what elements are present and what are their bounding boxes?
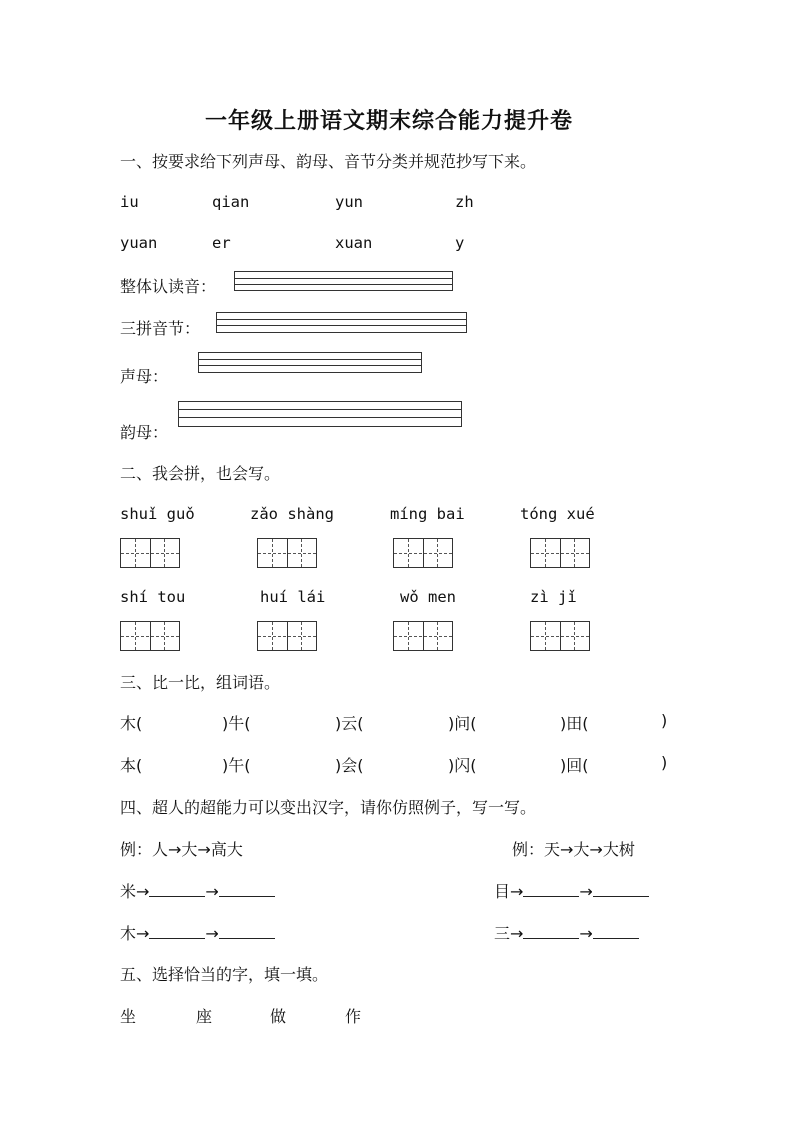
- arrow: →: [579, 924, 593, 943]
- tianzige-box[interactable]: [257, 538, 317, 568]
- transform-row: [494, 879, 649, 902]
- start-char: 木: [120, 924, 137, 943]
- section-5-heading: 五、选择恰当的字，填一填。: [120, 965, 329, 984]
- start-char: 三: [494, 924, 511, 943]
- arrow: →: [510, 882, 524, 901]
- tianzige-box[interactable]: [530, 621, 590, 651]
- label-yunmu: 韵母：: [120, 423, 169, 442]
- pinyin-word: huí lái: [260, 588, 326, 606]
- start-char: 米: [120, 882, 137, 901]
- answer-blank[interactable]: [149, 922, 205, 939]
- choice-char: 坐: [120, 1007, 137, 1026]
- writing-lines-zhengti[interactable]: [234, 271, 453, 291]
- writing-lines-sanpin[interactable]: [216, 312, 467, 333]
- tianzige-box[interactable]: [530, 538, 590, 568]
- tianzige-box[interactable]: [120, 621, 180, 651]
- choice-char: 做: [270, 1007, 287, 1026]
- arrow: →: [579, 882, 593, 901]
- tianzige-box[interactable]: [257, 621, 317, 651]
- pinyin-word: wǒ men: [400, 588, 456, 606]
- syllable-item: y: [455, 234, 465, 252]
- syllable-item: zh: [455, 193, 474, 211]
- label-sanpin: 三拼音节：: [120, 319, 201, 338]
- answer-blank[interactable]: [593, 880, 649, 897]
- tianzige-box[interactable]: [120, 538, 180, 568]
- choice-char: 座: [196, 1007, 213, 1026]
- answer-blank[interactable]: [219, 880, 275, 897]
- example-left: 例：人→大→高大: [120, 840, 243, 859]
- arrow: →: [136, 924, 150, 943]
- compare-char: ): [661, 711, 668, 730]
- compare-char: )云(: [335, 714, 364, 733]
- section-1-heading: 一、按要求给下列声母、韵母、音节分类并规范抄写下来。: [120, 152, 537, 171]
- tianzige-box[interactable]: [393, 538, 453, 568]
- choice-char: 作: [345, 1007, 362, 1026]
- writing-lines-yunmu[interactable]: [178, 401, 462, 427]
- arrow: →: [510, 924, 524, 943]
- pinyin-word: shuǐ guǒ: [120, 505, 195, 523]
- tianzige-box[interactable]: [393, 621, 453, 651]
- compare-char: )午(: [222, 756, 251, 775]
- answer-blank[interactable]: [219, 922, 275, 939]
- transform-row: [494, 921, 639, 944]
- transform-row: [120, 921, 275, 944]
- arrow: →: [205, 882, 219, 901]
- pinyin-word: zǎo shàng: [250, 505, 334, 523]
- compare-char: )闪(: [448, 756, 477, 775]
- section-3-heading: 三、比一比，组词语。: [120, 673, 281, 692]
- pinyin-word: míng bai: [390, 505, 465, 523]
- start-char: 目: [494, 882, 511, 901]
- syllable-item: xuan: [335, 234, 373, 252]
- arrow: →: [136, 882, 150, 901]
- compare-char: )田(: [560, 714, 589, 733]
- answer-blank[interactable]: [523, 922, 579, 939]
- transform-row: [120, 879, 275, 902]
- label-shengmu: 声母：: [120, 367, 169, 386]
- compare-char: )会(: [335, 756, 364, 775]
- writing-lines-shengmu[interactable]: [198, 352, 422, 373]
- syllable-item: qian: [212, 193, 250, 211]
- example-right: 例：天→大→大树: [512, 840, 635, 859]
- page-title: 一年级上册语文期末综合能力提升卷: [205, 108, 574, 134]
- compare-char: 本(: [120, 756, 143, 775]
- answer-blank[interactable]: [593, 922, 639, 939]
- answer-blank[interactable]: [149, 880, 205, 897]
- label-zhengti: 整体认读音：: [120, 277, 217, 296]
- section-4-heading: 四、超人的超能力可以变出汉字，请你仿照例子，写一写。: [120, 798, 537, 817]
- arrow: →: [205, 924, 219, 943]
- syllable-item: yun: [335, 193, 363, 211]
- syllable-item: iu: [120, 193, 139, 211]
- answer-blank[interactable]: [523, 880, 579, 897]
- compare-char: )牛(: [222, 714, 251, 733]
- compare-char: )回(: [560, 756, 589, 775]
- section-2-heading: 二、我会拼，也会写。: [120, 464, 281, 483]
- compare-char: ): [661, 753, 668, 772]
- syllable-item: yuan: [120, 234, 158, 252]
- syllable-item: er: [212, 234, 231, 252]
- pinyin-word: tóng xué: [520, 505, 595, 523]
- compare-char: 木(: [120, 714, 143, 733]
- compare-char: )问(: [448, 714, 477, 733]
- pinyin-word: shí tou: [120, 588, 186, 606]
- pinyin-word: zì jǐ: [530, 588, 577, 606]
